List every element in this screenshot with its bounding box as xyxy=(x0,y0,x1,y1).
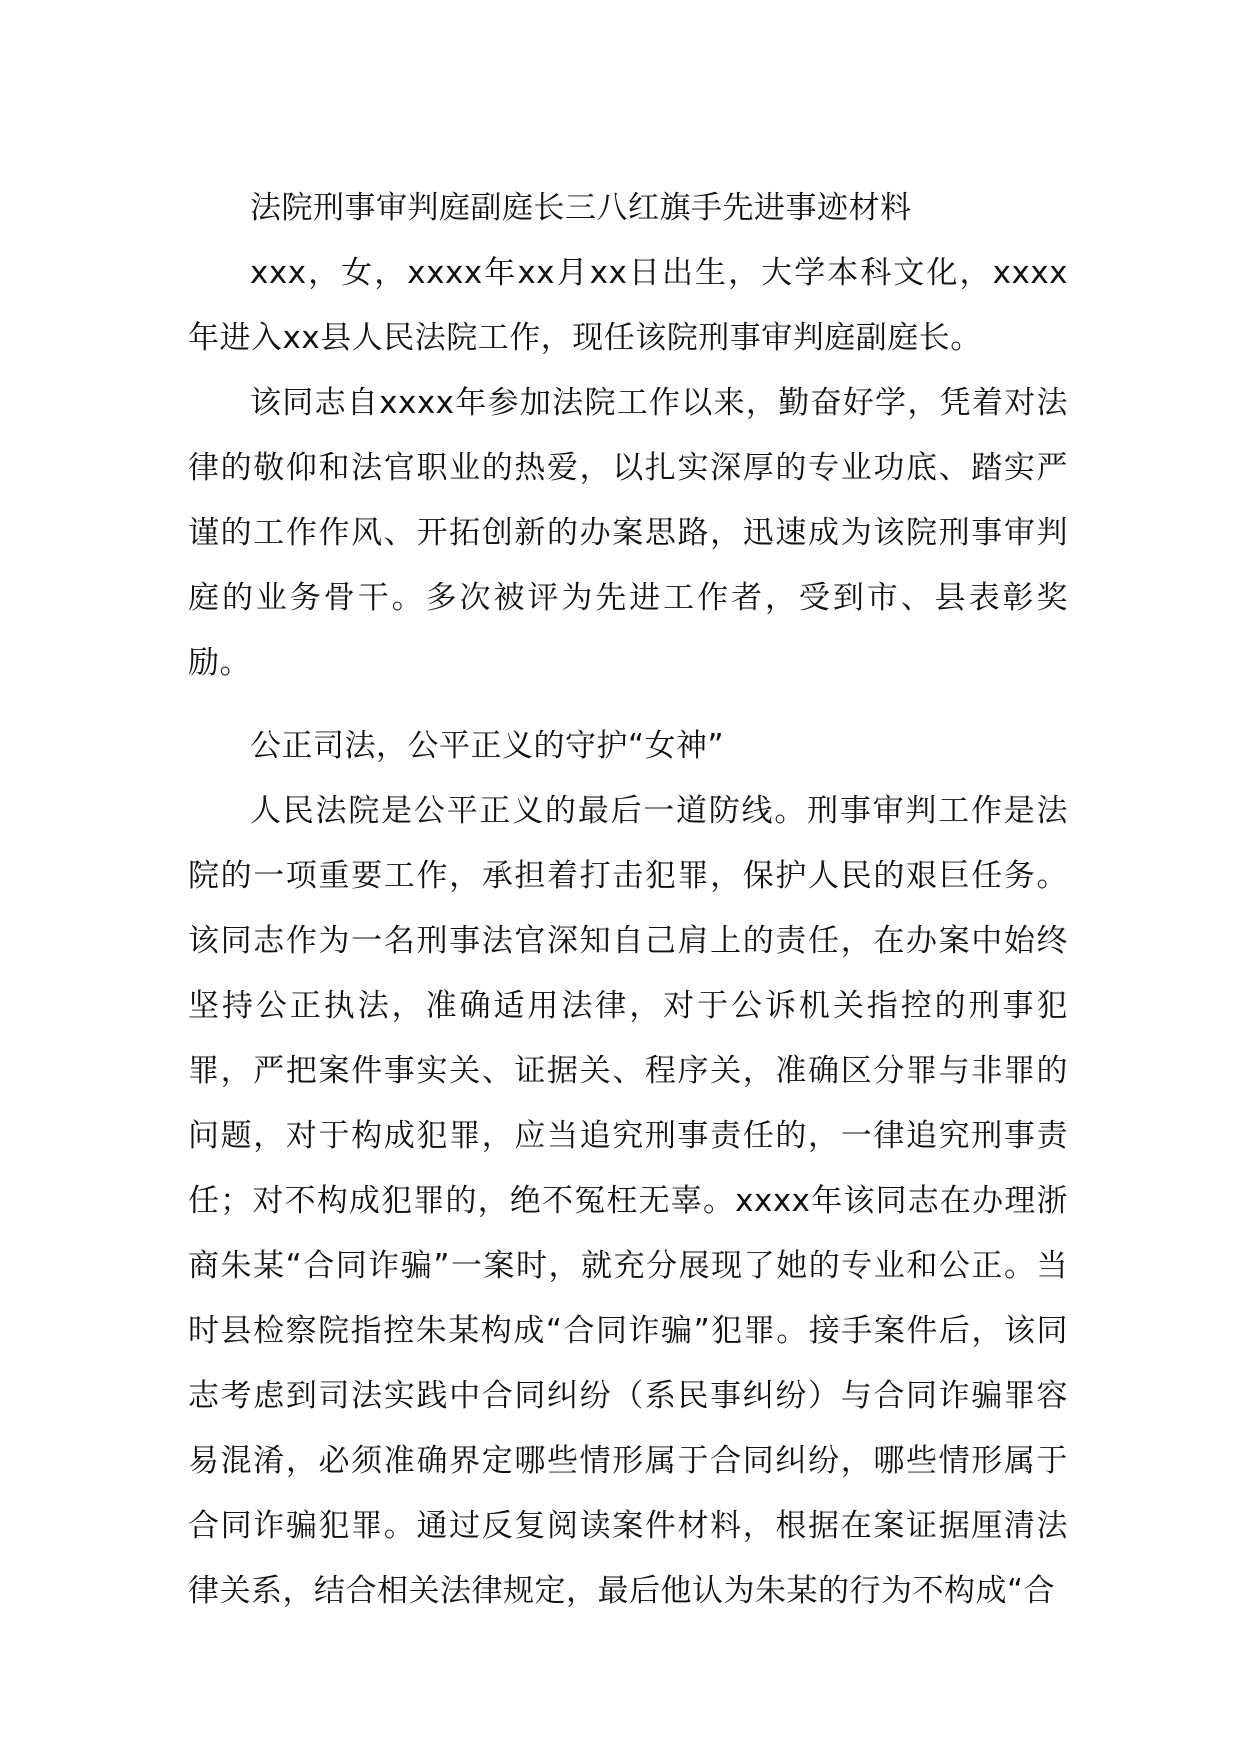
paragraph-intro: xxx，女，xxxx年xx月xx日出生，大学本科文化，xxxx年进入xx县人民法院工作，现任该院刑事审判庭副庭长。 xyxy=(188,255,1068,356)
paragraph-justice: 人民法院是公平正义的最后一道防线。刑事审判工作是法院的一项重要工作，承担着打击犯罪，保护人民的艰巨任务。该同志作为一名刑事法官深知自己肩上的责任，在办案中始终坚持公正执法，准确适用法律，对于公诉机关指控的刑事犯罪，严把案件事实关、证据关、程序关，准确区分罪与非罪的问题，对于构成犯罪，应当追究刑事责任的，一律追究刑事责任；对不构成犯罪的，绝不冤枉无辜。xxxx年该同志在办理浙商朱某“合同诈骗”一案时，就充分展现了她的专业和公正。当时县检察院指控朱某构成“合同诈骗”犯罪。接手案件后，该同志考虑到司法实践中合同纠纷（系民事纠纷）与合同诈骗罪容易混淆，必须准确界定哪些情形属于合同纠纷，哪些情形属于合同诈骗犯罪。通过反复阅读案件材料，根据在案证据厘清法律关系，结合相关法律规定，最后他认为朱某的行为不构成“合 xyxy=(188,793,1068,1609)
document-body xyxy=(188,176,1068,1624)
document-title: 法院刑事审判庭副庭长三八红旗手先进事迹材料 xyxy=(250,190,912,226)
paragraph-career: 该同志自xxxx年参加法院工作以来，勤奋好学，凭着对法律的敬仰和法官职业的热爱，以扎实深厚的专业功底、踏实严谨的工作作风、开拓创新的办案思路，迅速成为该院刑事审判庭的业务骨干。多次被评为先进工作者，受到市、县表彰奖励。 xyxy=(188,385,1068,681)
section-heading: 公正司法，公平正义的守护“女神” xyxy=(250,728,725,764)
